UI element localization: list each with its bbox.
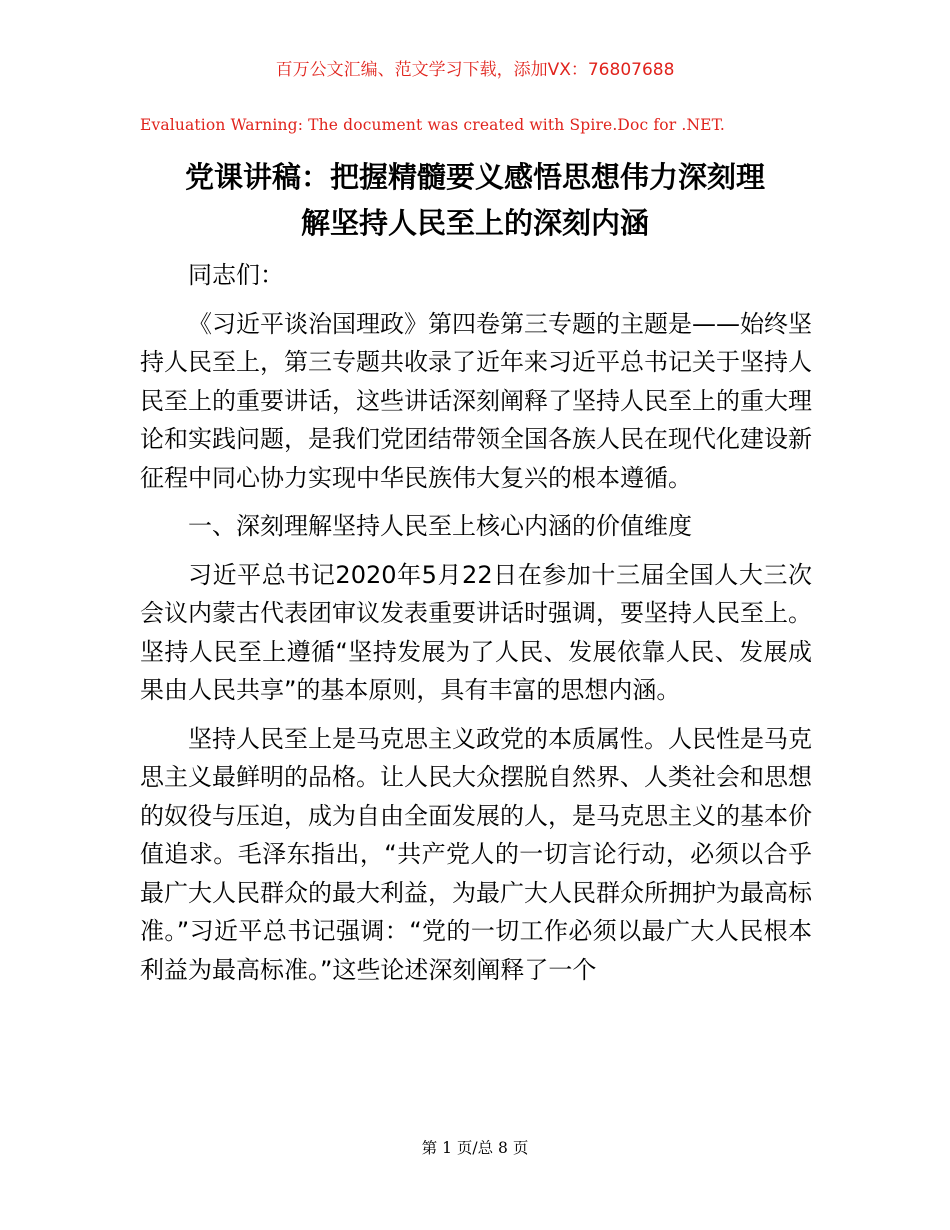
body-paragraph: 《习近平谈治国理政》第四卷第三专题的主题是——始终坚持人民至上，第三专题共收录了近年来习近平总书记关于坚持人民至上的重要讲话，这些讲话深刻阐释了坚持人民至上的重大理论和实践问题，是我们党团结带领全国各族人民在现代化建设新征程中同心协力实现中华民族伟大复兴的根本遵循。: [140, 309, 812, 492]
salutation-paragraph: 同志们：: [188, 261, 284, 289]
page-number: 第 1 页/总 8 页: [421, 1139, 529, 1157]
title-line-1: 党课讲稿：把握精髓要义感悟思想伟力深刻理: [184, 160, 765, 194]
title-line-2: 解坚持人民至上的深刻内涵: [300, 206, 649, 240]
body-paragraph: 习近平总书记2020年5月22日在参加十三届全国人大三次会议内蒙古代表团审议发表重要讲话时强调，要坚持人民至上。坚持人民至上遵循“坚持发展为了人民、发展依靠人民、发展成果由人民共享”的基本原则，具有丰富的思想内涵。: [140, 560, 812, 704]
document-body: [140, 256, 812, 999]
document-title: [140, 154, 810, 246]
evaluation-warning: Evaluation Warning: The document was created with Spire.Doc for .NET.: [140, 116, 725, 134]
promo-banner: 百万公文汇编、范文学习下载，添加VX：76807688: [275, 60, 675, 80]
section-heading: 一、深刻理解坚持人民至上核心内涵的价值维度: [188, 512, 692, 540]
body-paragraph: 坚持人民至上是马克思主义政党的本质属性。人民性是马克思主义最鲜明的品格。让人民大众摆脱自然界、人类社会和思想的奴役与压迫，成为自由全面发展的人，是马克思主义的基本价值追求。毛泽东指出，“共产党人的一切言论行动，必须以合乎最广大人民群众的最大利益，为最广大人民群众所拥护为最高标准。”习近平总书记强调：“党的一切工作必须以最广大人民根本利益为最高标准。”这些论述深刻阐释了一个: [140, 724, 812, 984]
